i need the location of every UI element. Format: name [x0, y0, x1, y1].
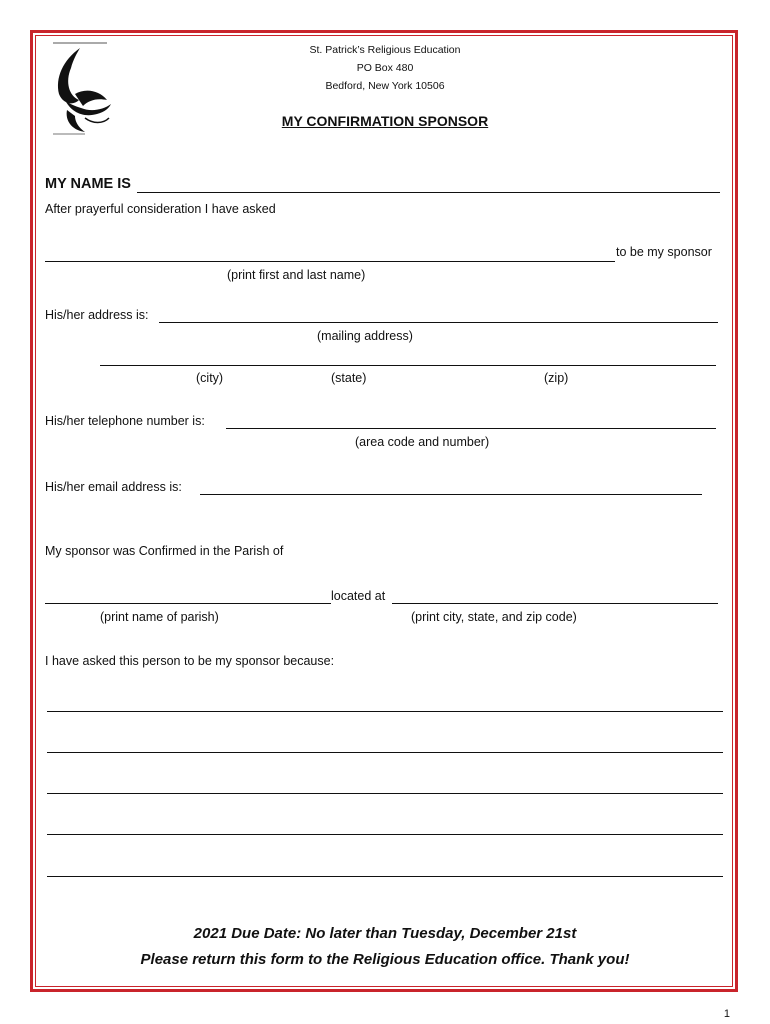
- email-field[interactable]: [200, 494, 702, 495]
- phone-field[interactable]: [226, 428, 716, 429]
- page-title: MY CONFIRMATION SPONSOR: [281, 113, 489, 129]
- reason-line-5[interactable]: [47, 876, 723, 877]
- return-note-text: Please return this form to the Religious Education office. Thank you!: [140, 951, 630, 968]
- state-hint: (state): [331, 371, 367, 385]
- email-label: His/her email address is:: [45, 480, 182, 494]
- confirmed-parish-label: My sponsor was Confirmed in the Parish of: [45, 544, 284, 558]
- phone-hint: (area code and number): [355, 435, 490, 449]
- parish-name-field[interactable]: [45, 603, 331, 604]
- reason-label: I have asked this person to be my sponsor because:: [45, 654, 335, 668]
- zip-hint: (zip): [544, 371, 569, 385]
- mailing-address-field[interactable]: [159, 322, 718, 323]
- reason-line-3[interactable]: [47, 793, 723, 794]
- consideration-text: After prayerful consideration I have asked: [45, 202, 276, 216]
- my-name-label: MY NAME IS: [45, 176, 131, 192]
- parish-hint: (print name of parish): [100, 610, 219, 624]
- located-at-text: located at: [331, 589, 386, 603]
- location-hint: (print city, state, and zip code): [411, 610, 577, 624]
- header-city: Bedford, New York 10506: [325, 80, 445, 92]
- city-hint: (city): [196, 371, 224, 385]
- my-name-field[interactable]: [137, 192, 720, 193]
- reason-line-1[interactable]: [47, 711, 723, 712]
- page-number: 1: [723, 1008, 730, 1020]
- phone-label: His/her telephone number is:: [45, 414, 205, 428]
- mailing-hint: (mailing address): [317, 329, 413, 343]
- reason-line-2[interactable]: [47, 752, 723, 753]
- reason-line-4[interactable]: [47, 834, 723, 835]
- address-label: His/her address is:: [45, 308, 149, 322]
- print-name-hint: (print first and last name): [227, 268, 366, 282]
- page-border-inner: [35, 35, 733, 987]
- to-be-sponsor-text: to be my sponsor: [616, 245, 712, 259]
- parish-location-field[interactable]: [392, 603, 718, 604]
- sponsor-name-field[interactable]: [45, 261, 615, 262]
- header-org: St. Patrick’s Religious Education: [309, 44, 461, 56]
- header-po-box: PO Box 480: [356, 62, 414, 74]
- city-state-zip-field[interactable]: [100, 365, 716, 366]
- due-date-text: 2021 Due Date: No later than Tuesday, December 21st: [193, 925, 577, 942]
